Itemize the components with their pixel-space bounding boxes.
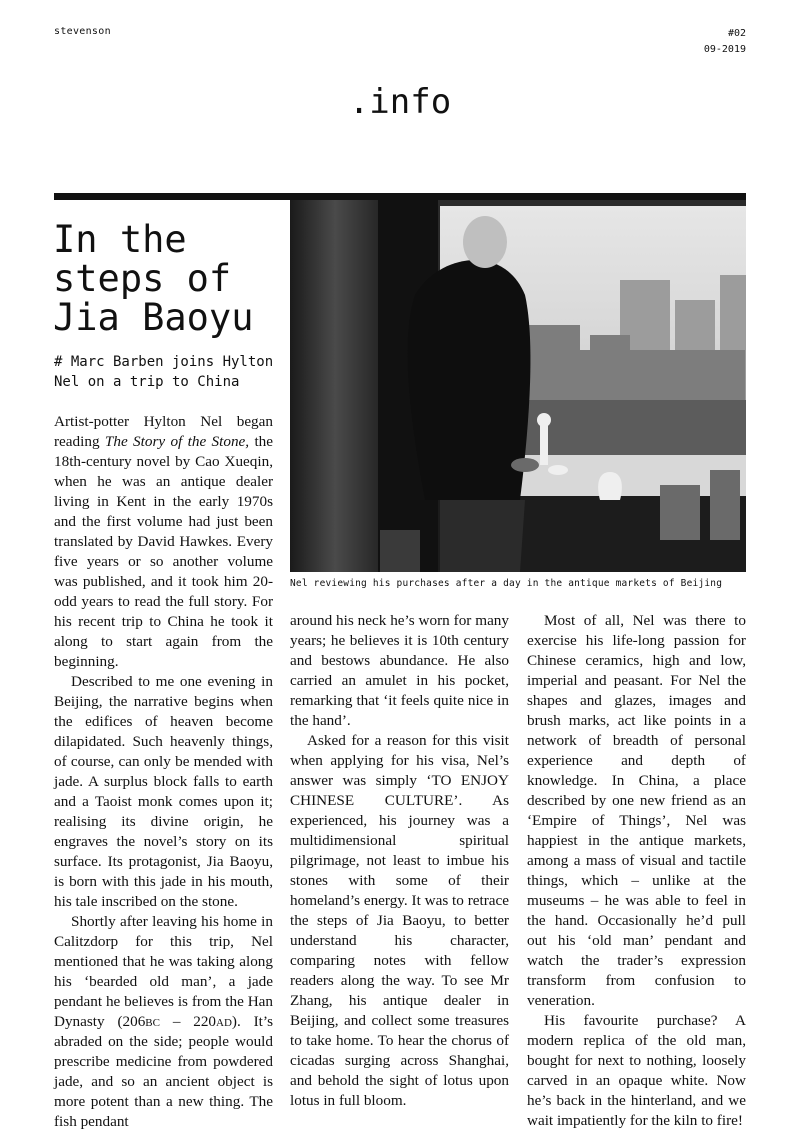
paragraph-text: Artist-potter Hylton Nel began reading bbox=[54, 413, 273, 450]
issue-info bbox=[704, 26, 746, 58]
paragraph-text: the 18th-century novel by Cao Xueqin, when he was an antique dealer living in Kent in the early 1970s and the first volume had just been translated by David Hawkes. Every five years or so another volume was published, and it took him 20-odd years to read the full story. For his recent trip to China he took it along to start again from the beginning. bbox=[54, 433, 274, 670]
paragraph: His favourite purchase? A modern replica of the old man, bought for next to nothing, loosely carved in an opaque white. Now he’s back in the hinterland, and we wait impatiently for the kiln to fire! bbox=[527, 1012, 746, 1129]
paragraph-text: Shortly after leaving his home in Calitzdorp for this trip, Nel mentioned that he was taking along his ‘bearded old man’, a jade pendant he believes is from the Han Dynasty (206 bbox=[54, 913, 273, 1030]
paragraph bbox=[54, 912, 273, 1132]
book-title: The Story of the Stone, bbox=[104, 433, 250, 450]
article-title: In the steps of Jia Baoyu bbox=[53, 218, 254, 339]
paragraph: around his neck he’s worn for many years; he believes it is 10th century and bestows abundance. He also carried an amulet in his pocket, remarking that ‘it feels quite nice in the hand’. bbox=[290, 612, 509, 729]
issue-date: 09-2019 bbox=[703, 44, 746, 55]
article-photo bbox=[290, 200, 746, 572]
photo-caption: Nel reviewing his purchases after a day in the antique markets of Beijing bbox=[290, 578, 723, 589]
publisher-name: stevenson bbox=[54, 26, 111, 37]
paragraph: Most of all, Nel was there to exercise his life-long passion for Chinese ceramics, high and low, imperial and peasant. For Nel the shapes and glazes, images and brush marks, act like points in a network of breadth of personal experience and depth of knowledge. In China, a place described by one new friend as an ‘Empire of Things’, Nel was happiest in the antique markets, among a mass of visual and tactile things, which – unlike at the museums – he was able to feel in the hand. Occasionally he’d pull out his ‘old man’ pendant and watch the trader’s expression transform from confusion to veneration. bbox=[527, 612, 746, 1009]
paragraph: Described to me one evening in Beijing, the narrative begins when the edifices of heaven become dilapidated. Such heavenly things, of course, can only be mended with jade. A surplus block falls to earth and a Taoist monk comes upon it; realising its divine origin, he engraves the novel’s story on its surface. Its protagonist, Jia Baoyu, is born with this jade in his mouth, his tale inscribed on the stone. bbox=[54, 673, 273, 910]
issue-number: #02 bbox=[727, 28, 746, 39]
era-label: bc bbox=[145, 1013, 160, 1030]
article-column-3 bbox=[527, 611, 746, 1131]
paragraph bbox=[54, 412, 273, 672]
masthead: .info bbox=[348, 82, 452, 122]
paragraph-text: ). It’s abraded on the side; people would prescribe medicine from powdered jade, and so an ancient object is more potent than a new thing. The fish pendant bbox=[54, 1013, 273, 1130]
era-label: ad bbox=[216, 1013, 232, 1030]
article-column-2 bbox=[290, 611, 509, 1111]
paragraph: Asked for a reason for this visit when applying for his visa, Nel’s answer was simply ‘TO ENJOY CHINESE CULTURE’. As experienced, his journey was a multidimensional spiritual pilgrimage, not least to imbue his stones with some of their homeland’s energy. It was to retrace the steps of Jia Baoyu, to better understand his character, comparing notes with fellow readers along the way. To see Mr Zhang, his antique dealer in Beijing, and collect some treasures to take home. To hear the chorus of cicadas surging across Shanghai, and behold the sight of lotus upon lotus in full bloom. bbox=[290, 732, 509, 1109]
article-subtitle: # Marc Barben joins Hylton Nel on a trip to China bbox=[54, 354, 274, 390]
article-column-1 bbox=[54, 412, 273, 1132]
paragraph-text: – 220 bbox=[159, 1013, 217, 1030]
header-rule bbox=[54, 193, 746, 200]
